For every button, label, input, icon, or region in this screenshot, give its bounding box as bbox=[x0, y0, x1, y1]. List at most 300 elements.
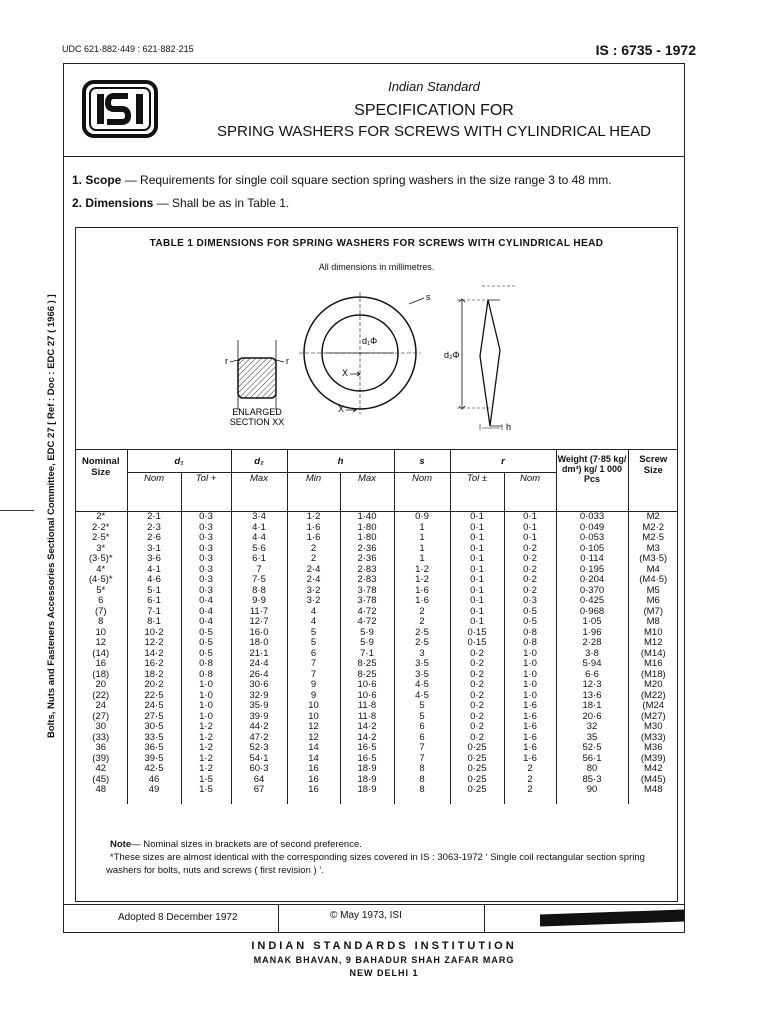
cell-d1-tol: 0·3 bbox=[181, 554, 231, 565]
spacer-cell bbox=[340, 796, 394, 804]
cell-r-nom: 0·1 bbox=[504, 512, 556, 523]
cell-d2-max: 52·3 bbox=[231, 743, 287, 754]
cell-r-nom: 0·1 bbox=[504, 533, 556, 544]
cell-h-max: 14·2 bbox=[340, 733, 394, 744]
cell-weight: 80 bbox=[556, 764, 628, 775]
cell-nominal: 10 bbox=[95, 626, 107, 638]
cell-weight: 0·195 bbox=[556, 565, 628, 576]
cell-h-max: 3·78 bbox=[340, 586, 394, 597]
cell-d1-tol: 1·0 bbox=[181, 680, 231, 691]
cell-r-tol: 0·1 bbox=[450, 523, 504, 534]
cell-weight: 18·1 bbox=[556, 701, 628, 712]
cell-d1-tol: 1·2 bbox=[181, 733, 231, 744]
table-row bbox=[75, 701, 678, 712]
col-h: h bbox=[287, 450, 394, 473]
cell-d2-max: 67 bbox=[231, 785, 287, 796]
cell-screw: (M3·5) bbox=[628, 554, 678, 565]
cell-h-min: 10 bbox=[287, 712, 340, 723]
cell-d1-nom: 22·5 bbox=[127, 691, 181, 702]
cell-d1-nom: 7·1 bbox=[127, 607, 181, 618]
cell-h-max: 11·8 bbox=[340, 701, 394, 712]
col-d2: d₂ bbox=[231, 450, 287, 473]
cell-h-max: 8·25 bbox=[340, 670, 394, 681]
cell-h-min: 16 bbox=[287, 775, 340, 786]
table-row bbox=[75, 680, 678, 691]
table-row bbox=[75, 722, 678, 733]
cell-weight: 0·114 bbox=[556, 554, 628, 565]
cell-d1-nom: 3·6 bbox=[127, 554, 181, 565]
cell-h-min: 14 bbox=[287, 754, 340, 765]
cell-d1-nom: 27·5 bbox=[127, 712, 181, 723]
cell-d2-max: 4·4 bbox=[231, 533, 287, 544]
cell-d2-max: 21·1 bbox=[231, 649, 287, 660]
cell-d1-tol: 0·8 bbox=[181, 670, 231, 681]
washer-plan-drawing bbox=[299, 292, 431, 414]
cell-nominal: (7) bbox=[94, 605, 107, 617]
cell-r-tol: 0·15 bbox=[450, 638, 504, 649]
cell-r-nom: 0·2 bbox=[504, 554, 556, 565]
cell-h-max: 2·83 bbox=[340, 565, 394, 576]
cell-d2-max: 7 bbox=[231, 565, 287, 576]
cell-h-max: 2·83 bbox=[340, 575, 394, 586]
cell-d2-max: 11·7 bbox=[231, 607, 287, 618]
cell-d2-max: 64 bbox=[231, 775, 287, 786]
cell-screw: (M14) bbox=[628, 649, 678, 660]
col-h-min: Min bbox=[287, 473, 340, 512]
cell-nominal: 2·5* bbox=[92, 532, 110, 543]
cell-weight: 5·94 bbox=[556, 659, 628, 670]
cell-screw: M48 bbox=[628, 785, 678, 796]
spacer-cell bbox=[127, 796, 181, 804]
dimensions-heading: 2. Dimensions bbox=[72, 196, 154, 210]
footer-divider-1 bbox=[278, 904, 279, 932]
cell-s-nom: 1·2 bbox=[394, 575, 450, 586]
cell-d1-tol: 0·3 bbox=[181, 575, 231, 586]
note-text: — Nominal sizes in brackets are of second preference. bbox=[131, 839, 362, 850]
cell-weight: 6·6 bbox=[556, 670, 628, 681]
cell-screw: (M39) bbox=[628, 754, 678, 765]
cell-d1-tol: 0·5 bbox=[181, 638, 231, 649]
cell-h-min: 6 bbox=[287, 649, 340, 660]
cell-s-nom: 4·5 bbox=[394, 691, 450, 702]
cell-weight: 1·96 bbox=[556, 628, 628, 639]
cell-r-nom: 0·1 bbox=[504, 523, 556, 534]
scope-clause bbox=[72, 173, 612, 187]
cell-r-tol: 0·15 bbox=[450, 628, 504, 639]
cell-nominal: 36 bbox=[95, 742, 107, 753]
h-label: h bbox=[506, 422, 512, 432]
cell-s-nom: 1 bbox=[394, 544, 450, 555]
cell-h-min: 3·2 bbox=[287, 596, 340, 607]
cell-nominal: (14) bbox=[92, 647, 110, 659]
cell-screw: (M33) bbox=[628, 733, 678, 744]
cell-h-min: 12 bbox=[287, 722, 340, 733]
cell-r-tol: 0·25 bbox=[450, 764, 504, 775]
cell-nominal: (45) bbox=[92, 773, 110, 785]
cell-screw: M2·2 bbox=[628, 523, 678, 534]
cell-r-nom: 0·5 bbox=[504, 607, 556, 618]
cell-s-nom: 6 bbox=[394, 733, 450, 744]
cell-d1-tol: 1·2 bbox=[181, 743, 231, 754]
d1-label: d₁Φ bbox=[362, 336, 378, 346]
cell-d2-max: 3·4 bbox=[231, 512, 287, 523]
cell-h-min: 4 bbox=[287, 607, 340, 618]
cell-weight: 13·6 bbox=[556, 691, 628, 702]
cell-s-nom: 7 bbox=[394, 743, 450, 754]
cell-d2-max: 47·2 bbox=[231, 733, 287, 744]
is-number: IS : 6735 - 1972 bbox=[595, 42, 696, 58]
cell-nominal: 16 bbox=[95, 658, 107, 669]
cell-nominal: 42 bbox=[95, 763, 107, 774]
cell-h-min: 5 bbox=[287, 628, 340, 639]
cell-r-nom: 1·0 bbox=[504, 670, 556, 681]
cell-h-min: 2·4 bbox=[287, 565, 340, 576]
table-row bbox=[75, 659, 678, 670]
cell-h-min: 9 bbox=[287, 680, 340, 691]
cell-nominal: (4·5)* bbox=[88, 574, 113, 585]
cell-h-max: 18·9 bbox=[340, 785, 394, 796]
cell-h-max: 3·78 bbox=[340, 596, 394, 607]
enlarged-label: ENLARGED bbox=[232, 407, 282, 417]
cell-s-nom: 1 bbox=[394, 523, 450, 534]
cell-nominal: (18) bbox=[92, 668, 110, 680]
cell-weight: 0·968 bbox=[556, 607, 628, 618]
col-s-nom: Nom bbox=[394, 473, 450, 512]
col-weight: Weight (7·85 kg/ dm³) kg/ 1 000 Pcs bbox=[556, 450, 628, 512]
cell-weight: 1·05 bbox=[556, 617, 628, 628]
cell-s-nom: 7 bbox=[394, 754, 450, 765]
cell-h-max: 14·2 bbox=[340, 722, 394, 733]
cell-d1-tol: 0·3 bbox=[181, 565, 231, 576]
cell-h-min: 1·2 bbox=[287, 512, 340, 523]
table-row bbox=[75, 575, 678, 586]
cell-d2-max: 24·4 bbox=[231, 659, 287, 670]
cell-d2-max: 6·1 bbox=[231, 554, 287, 565]
cell-r-tol: 0·1 bbox=[450, 533, 504, 544]
cell-r-nom: 2 bbox=[504, 785, 556, 796]
cell-h-max: 10·6 bbox=[340, 691, 394, 702]
cell-screw: M2 bbox=[628, 512, 678, 523]
table-title: TABLE 1 DIMENSIONS FOR SPRING WASHERS FOR SCREWS WITH CYLINDRICAL HEAD bbox=[149, 238, 604, 249]
cell-d1-tol: 0·4 bbox=[181, 596, 231, 607]
cell-d1-nom: 4·6 bbox=[127, 575, 181, 586]
cell-d2-max: 5·6 bbox=[231, 544, 287, 555]
cell-h-max: 18·9 bbox=[340, 764, 394, 775]
spacer-cell bbox=[75, 796, 127, 804]
cell-d2-max: 26·4 bbox=[231, 670, 287, 681]
x-label-lower: X bbox=[338, 404, 345, 414]
col-d1-nom: Nom bbox=[127, 473, 181, 512]
cell-s-nom: 1·6 bbox=[394, 596, 450, 607]
cell-h-min: 3·2 bbox=[287, 586, 340, 597]
cell-h-max: 2·36 bbox=[340, 544, 394, 555]
cell-d1-tol: 0·3 bbox=[181, 586, 231, 597]
table-subtitle: All dimensions in millimetres. bbox=[318, 262, 435, 272]
cell-h-min: 16 bbox=[287, 785, 340, 796]
cell-d1-nom: 12·2 bbox=[127, 638, 181, 649]
d2-label: d₂Φ bbox=[444, 350, 460, 360]
cell-d1-tol: 0·3 bbox=[181, 523, 231, 534]
cell-d1-tol: 0·3 bbox=[181, 533, 231, 544]
cell-h-max: 8·25 bbox=[340, 659, 394, 670]
cell-h-max: 16·5 bbox=[340, 754, 394, 765]
spacer-cell bbox=[287, 796, 340, 804]
header-divider bbox=[64, 156, 684, 157]
cell-d1-nom: 42·5 bbox=[127, 764, 181, 775]
cell-d2-max: 9·9 bbox=[231, 596, 287, 607]
cell-h-min: 5 bbox=[287, 638, 340, 649]
cell-r-nom: 1·6 bbox=[504, 743, 556, 754]
cell-r-nom: 1·0 bbox=[504, 659, 556, 670]
cell-s-nom: 5 bbox=[394, 712, 450, 723]
cell-d1-nom: 3·1 bbox=[127, 544, 181, 555]
cell-weight: 0·204 bbox=[556, 575, 628, 586]
cell-r-tol: 0·25 bbox=[450, 785, 504, 796]
cell-h-min: 2·4 bbox=[287, 575, 340, 586]
cell-r-tol: 0·25 bbox=[450, 743, 504, 754]
cell-h-max: 16·5 bbox=[340, 743, 394, 754]
cell-r-tol: 0·1 bbox=[450, 586, 504, 597]
cell-nominal: (22) bbox=[92, 689, 110, 701]
cell-s-nom: 0·9 bbox=[394, 512, 450, 523]
cell-d1-tol: 0·3 bbox=[181, 544, 231, 555]
cell-nominal: 2·2* bbox=[92, 521, 110, 533]
cell-d1-nom: 2·1 bbox=[127, 512, 181, 523]
cell-screw: (M24 bbox=[628, 701, 678, 712]
table-row bbox=[75, 785, 678, 796]
cell-h-min: 12 bbox=[287, 733, 340, 744]
cell-s-nom: 1·6 bbox=[394, 586, 450, 597]
cell-r-nom: 0·3 bbox=[504, 596, 556, 607]
cell-screw: M5 bbox=[628, 586, 678, 597]
cell-d1-nom: 30·5 bbox=[127, 722, 181, 733]
cell-d1-nom: 20·2 bbox=[127, 680, 181, 691]
spacer-cell bbox=[181, 796, 231, 804]
cell-d2-max: 18·0 bbox=[231, 638, 287, 649]
cell-d1-nom: 18·2 bbox=[127, 670, 181, 681]
cell-screw: (M22) bbox=[628, 691, 678, 702]
cell-screw: M20 bbox=[628, 680, 678, 691]
cell-h-max: 18·9 bbox=[340, 775, 394, 786]
washer-figure bbox=[200, 278, 540, 438]
cell-h-max: 4·72 bbox=[340, 607, 394, 618]
table-row bbox=[75, 533, 678, 544]
cell-weight: 0·033 bbox=[556, 512, 628, 523]
footnote: *These sizes are almost identical with the corresponding sizes covered in IS : 3063-1972 ‘ Single coil rectangular section spring washers for bolts, nuts and screws ( first revision ) ’. bbox=[106, 852, 645, 876]
table-row bbox=[75, 554, 678, 565]
cell-d1-nom: 14·2 bbox=[127, 649, 181, 660]
washer-side-drawing bbox=[444, 286, 516, 432]
cell-weight: 32 bbox=[556, 722, 628, 733]
cell-h-max: 4·72 bbox=[340, 617, 394, 628]
cell-d1-nom: 2·6 bbox=[127, 533, 181, 544]
col-h-max: Max bbox=[340, 473, 394, 512]
cell-screw: M4 bbox=[628, 565, 678, 576]
cell-d1-tol: 0·8 bbox=[181, 659, 231, 670]
dimensions-table bbox=[75, 449, 678, 804]
cell-d1-tol: 0·3 bbox=[181, 512, 231, 523]
title-line-1: SPECIFICATION FOR bbox=[354, 102, 514, 119]
cell-h-max: 1·80 bbox=[340, 533, 394, 544]
cell-d1-tol: 0·5 bbox=[181, 649, 231, 660]
cell-s-nom: 1·2 bbox=[394, 565, 450, 576]
cell-nominal: 48 bbox=[95, 784, 107, 795]
cell-r-tol: 0·2 bbox=[450, 733, 504, 744]
section-r-right-label: r bbox=[286, 356, 289, 366]
cell-weight: 35 bbox=[556, 733, 628, 744]
cell-d1-tol: 1·5 bbox=[181, 785, 231, 796]
cell-r-tol: 0·1 bbox=[450, 512, 504, 523]
table-row bbox=[75, 617, 678, 628]
cell-s-nom: 8 bbox=[394, 764, 450, 775]
col-d1: d₁ bbox=[127, 450, 231, 473]
cell-h-min: 1·6 bbox=[287, 523, 340, 534]
cell-screw: (M45) bbox=[628, 775, 678, 786]
col-r-nom: Nom bbox=[504, 473, 556, 512]
col-r: r bbox=[450, 450, 556, 473]
cell-h-min: 14 bbox=[287, 743, 340, 754]
copyright: © May 1973, ISI bbox=[330, 910, 402, 921]
cell-r-nom: 2 bbox=[504, 764, 556, 775]
cell-s-nom: 8 bbox=[394, 785, 450, 796]
dimensions-text: — Shall be as in Table 1. bbox=[153, 196, 290, 210]
spacer-cell bbox=[394, 796, 450, 804]
cell-r-tol: 0·2 bbox=[450, 649, 504, 660]
cell-r-tol: 0·1 bbox=[450, 575, 504, 586]
section-r-left-label: r bbox=[225, 356, 228, 366]
cell-h-max: 7·1 bbox=[340, 649, 394, 660]
col-nominal-size: Nominal Size bbox=[75, 450, 127, 512]
col-d1-tol: Tol + bbox=[181, 473, 231, 512]
table-row bbox=[75, 512, 678, 523]
cell-d1-nom: 8·1 bbox=[127, 617, 181, 628]
cell-d1-nom: 39·5 bbox=[127, 754, 181, 765]
cell-r-tol: 0·25 bbox=[450, 775, 504, 786]
cell-h-max: 1·40 bbox=[340, 512, 394, 523]
cell-nominal: (27) bbox=[92, 710, 110, 722]
cell-h-min: 2 bbox=[287, 544, 340, 555]
cell-weight: 52·5 bbox=[556, 743, 628, 754]
institution-address: MANAK BHAVAN, 9 BAHADUR SHAH ZAFAR MARG bbox=[253, 955, 515, 965]
dimensions-clause bbox=[72, 196, 289, 210]
cell-d2-max: 16·0 bbox=[231, 628, 287, 639]
cell-weight: 85·3 bbox=[556, 775, 628, 786]
cell-d1-tol: 0·4 bbox=[181, 617, 231, 628]
cell-d1-tol: 0·5 bbox=[181, 628, 231, 639]
cell-r-tol: 0·1 bbox=[450, 617, 504, 628]
cell-d1-tol: 1·0 bbox=[181, 701, 231, 712]
cell-screw: (M4·5) bbox=[628, 575, 678, 586]
enlarged-section-drawing bbox=[225, 340, 289, 427]
cell-screw: M30 bbox=[628, 722, 678, 733]
cell-d1-nom: 2·3 bbox=[127, 523, 181, 534]
cell-r-tol: 0·2 bbox=[450, 691, 504, 702]
cell-s-nom: 5 bbox=[394, 701, 450, 712]
adopted-date: Adopted 8 December 1972 bbox=[118, 912, 238, 923]
cell-nominal: 5* bbox=[96, 584, 106, 596]
cell-r-nom: 1·6 bbox=[504, 754, 556, 765]
cell-s-nom: 3·5 bbox=[394, 670, 450, 681]
cell-r-nom: 0·5 bbox=[504, 617, 556, 628]
title-line-2: SPRING WASHERS FOR SCREWS WITH CYLINDRICAL HEAD bbox=[217, 123, 651, 140]
cell-screw: M10 bbox=[628, 628, 678, 639]
cell-r-tol: 0·2 bbox=[450, 712, 504, 723]
spacer-cell bbox=[504, 796, 556, 804]
cell-r-nom: 0·2 bbox=[504, 565, 556, 576]
committee-sidebar: Bolts, Nuts and Fasteners Accessories Sectional Committee, EDC 27 [ Ref : Doc : EDC 27 ( 1966 ) ] bbox=[46, 294, 57, 738]
cell-screw: M6 bbox=[628, 596, 678, 607]
cell-r-nom: 1·6 bbox=[504, 733, 556, 744]
cell-r-nom: 0·2 bbox=[504, 544, 556, 555]
s-label: s bbox=[426, 292, 431, 302]
table-body bbox=[75, 512, 678, 804]
cell-r-nom: 1·0 bbox=[504, 691, 556, 702]
cell-s-nom: 3·5 bbox=[394, 659, 450, 670]
table-row bbox=[75, 764, 678, 775]
cell-d1-nom: 5·1 bbox=[127, 586, 181, 597]
cell-weight: 0·370 bbox=[556, 586, 628, 597]
cell-h-min: 16 bbox=[287, 764, 340, 775]
cell-d2-max: 44·2 bbox=[231, 722, 287, 733]
col-d2-max: Max bbox=[231, 473, 287, 512]
cell-d1-nom: 6·1 bbox=[127, 596, 181, 607]
cell-h-min: 10 bbox=[287, 701, 340, 712]
scope-text: — Requirements for single coil square section spring washers in the size range 3 to 48 mm. bbox=[121, 173, 612, 187]
cell-r-tol: 0·2 bbox=[450, 659, 504, 670]
cell-h-min: 7 bbox=[287, 659, 340, 670]
col-screw-size: Screw Size bbox=[628, 450, 678, 512]
cell-nominal: (39) bbox=[92, 752, 110, 764]
cell-d1-tol: 0·4 bbox=[181, 607, 231, 618]
col-s: s bbox=[394, 450, 450, 473]
cell-r-nom: 1·6 bbox=[504, 712, 556, 723]
cell-d2-max: 35·9 bbox=[231, 701, 287, 712]
cell-nominal: 3* bbox=[96, 542, 106, 554]
cell-r-nom: 1·6 bbox=[504, 701, 556, 712]
cell-r-tol: 0·2 bbox=[450, 670, 504, 681]
cell-h-min: 2 bbox=[287, 554, 340, 565]
cell-weight: 0·425 bbox=[556, 596, 628, 607]
cell-d1-tol: 1·0 bbox=[181, 691, 231, 702]
cell-s-nom: 8 bbox=[394, 775, 450, 786]
cell-h-min: 9 bbox=[287, 691, 340, 702]
table-spacer-row bbox=[75, 796, 678, 804]
cell-s-nom: 4·5 bbox=[394, 680, 450, 691]
cell-r-tol: 0·2 bbox=[450, 701, 504, 712]
cell-nominal: 30 bbox=[95, 721, 107, 732]
cell-weight: 0·049 bbox=[556, 523, 628, 534]
col-r-tol: Tol ± bbox=[450, 473, 504, 512]
cell-d2-max: 32·9 bbox=[231, 691, 287, 702]
cell-d1-nom: 4·1 bbox=[127, 565, 181, 576]
cell-h-min: 4 bbox=[287, 617, 340, 628]
spacer-cell bbox=[556, 796, 628, 804]
cell-s-nom: 2 bbox=[394, 617, 450, 628]
cell-d1-tol: 1·2 bbox=[181, 722, 231, 733]
cell-h-max: 5·9 bbox=[340, 628, 394, 639]
cell-h-max: 1·80 bbox=[340, 523, 394, 534]
cell-screw: M2·5 bbox=[628, 533, 678, 544]
cell-r-nom: 1·0 bbox=[504, 680, 556, 691]
cell-d2-max: 60·3 bbox=[231, 764, 287, 775]
cell-nominal: 6 bbox=[98, 595, 104, 606]
cell-d1-tol: 1·0 bbox=[181, 712, 231, 723]
cell-d2-max: 12·7 bbox=[231, 617, 287, 628]
margin-mark bbox=[0, 510, 34, 511]
cell-screw: M36 bbox=[628, 743, 678, 754]
cell-screw: (M27) bbox=[628, 712, 678, 723]
cell-weight: 3·8 bbox=[556, 649, 628, 660]
